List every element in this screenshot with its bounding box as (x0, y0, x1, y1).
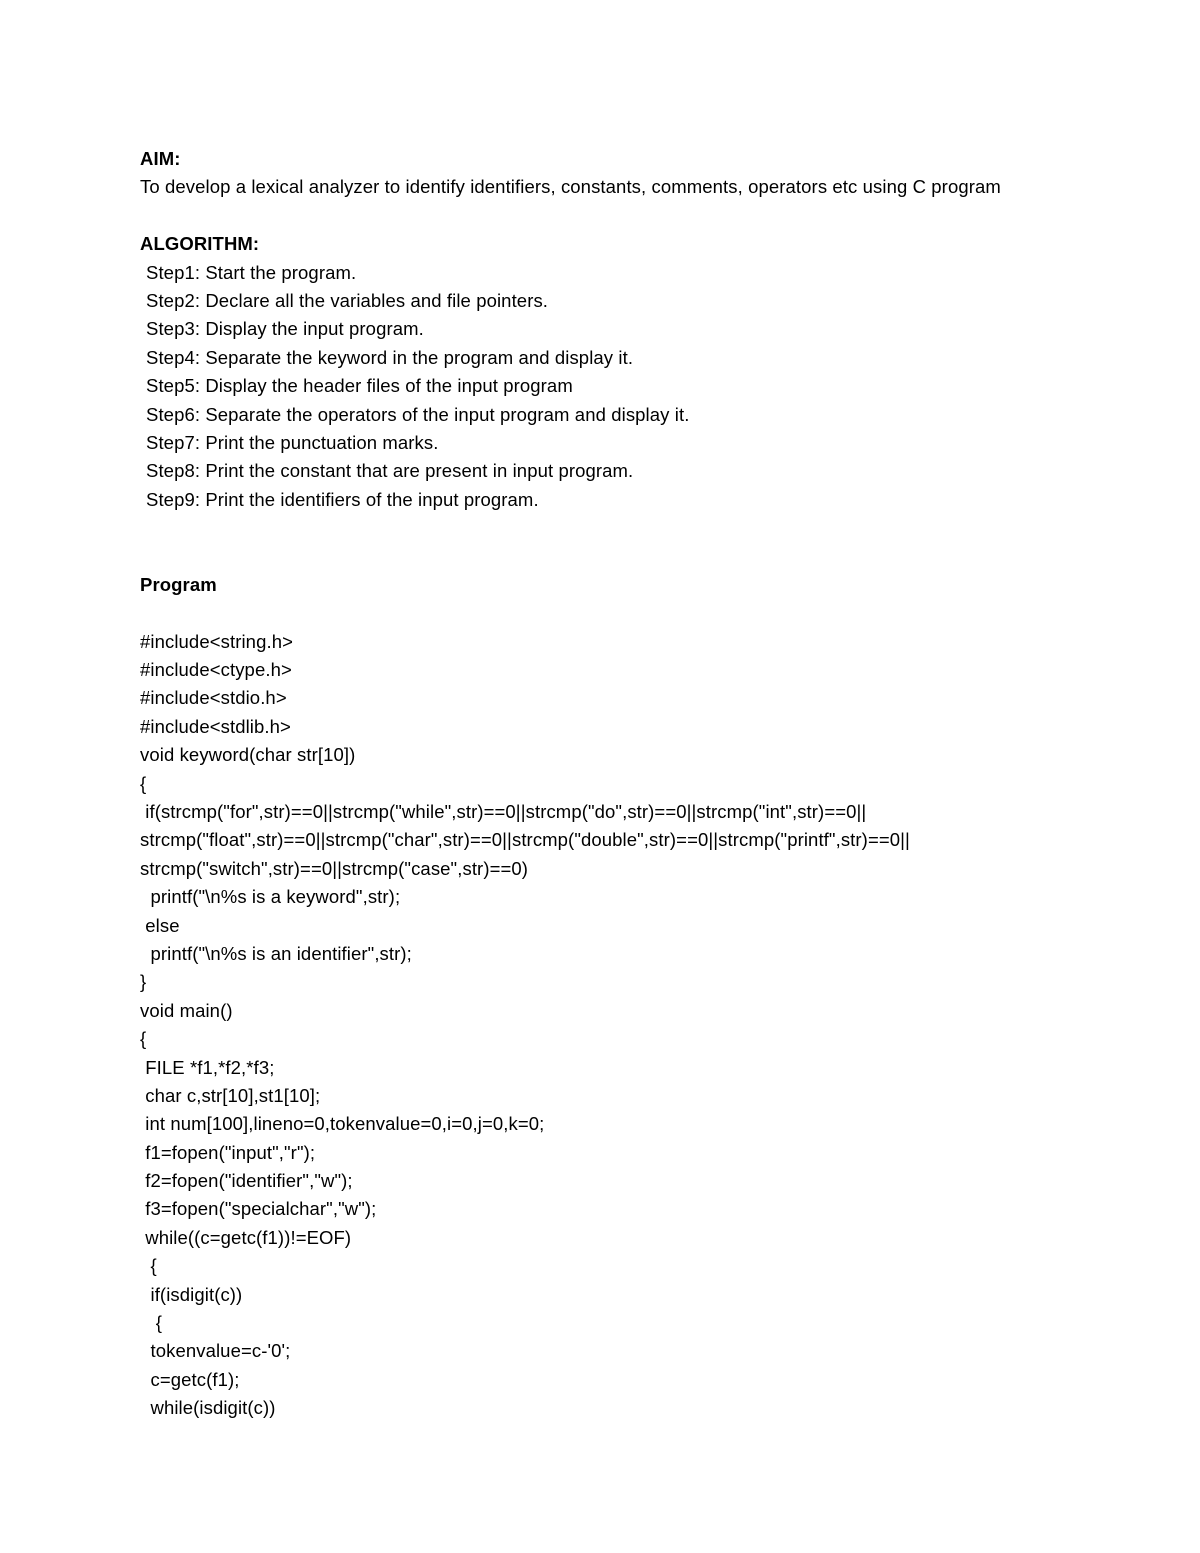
code-line: { (140, 1312, 162, 1334)
code-line: { (140, 772, 147, 794)
code-line: int num[100],lineno=0,tokenvalue=0,i=0,j=0,k=0; (140, 1113, 545, 1135)
algorithm-step: Step5: Display the header files of the input program (146, 375, 573, 397)
algorithm-step: Step4: Separate the keyword in the program and display it. (146, 346, 634, 368)
code-line: strcmp("switch",str)==0||strcmp("case",str)==0) (140, 857, 529, 879)
code-line: c=getc(f1); (140, 1368, 240, 1390)
aim-heading: AIM: (140, 148, 181, 169)
code-line: while(isdigit(c)) (140, 1397, 276, 1419)
code-line: while((c=getc(f1))!=EOF) (140, 1226, 352, 1248)
code-line: #include<stdlib.h> (140, 715, 291, 737)
algorithm-step: Step3: Display the input program. (146, 318, 424, 340)
algorithm-step: Step1: Start the program. (146, 261, 357, 283)
algorithm-step: Step2: Declare all the variables and file pointers. (146, 289, 549, 311)
code-line: printf("\n%s is an identifier",str); (140, 942, 412, 964)
aim-text: To develop a lexical analyzer to identify identifiers, constants, comments, operators etc using C program (140, 176, 1001, 198)
code-line: FILE *f1,*f2,*f3; (140, 1056, 275, 1078)
code-line: void keyword(char str[10]) (140, 744, 356, 766)
code-line: void main() (140, 999, 233, 1021)
section-spacer (140, 514, 1100, 571)
algorithm-step: Step9: Print the identifiers of the input program. (146, 488, 539, 510)
algorithm-heading: ALGORITHM: (140, 233, 260, 255)
program-code (140, 628, 1100, 1423)
code-line: if(isdigit(c)) (140, 1283, 243, 1305)
section-spacer (140, 599, 1100, 627)
section-spacer (140, 202, 1100, 230)
code-line: f3=fopen("specialchar","w"); (140, 1198, 377, 1220)
code-line: printf("\n%s is a keyword",str); (140, 886, 401, 908)
algorithm-step: Step6: Separate the operators of the input program and display it. (146, 403, 690, 425)
code-line: { (140, 1028, 147, 1050)
code-line: #include<string.h> (140, 630, 293, 652)
code-line: } (140, 971, 147, 993)
code-line: { (140, 1255, 157, 1277)
code-line: #include<ctype.h> (140, 659, 292, 681)
code-line: f2=fopen("identifier","w"); (140, 1170, 353, 1192)
code-line: char c,str[10],st1[10]; (140, 1084, 321, 1106)
program-heading: Program (140, 573, 217, 595)
code-line: tokenvalue=c-'0'; (140, 1340, 291, 1362)
code-line: strcmp("float",str)==0||strcmp("char",str)==0||strcmp("double",str)==0||strcmp("printf",str)==0|| (140, 829, 910, 851)
code-line: else (140, 914, 180, 936)
document-content (140, 145, 1100, 1423)
algorithm-step: Step8: Print the constant that are present in input program. (146, 460, 634, 482)
algorithm-step: Step7: Print the punctuation marks. (146, 431, 439, 453)
code-line: #include<stdio.h> (140, 687, 287, 709)
algorithm-steps (140, 259, 1100, 515)
code-line: if(strcmp("for",str)==0||strcmp("while",str)==0||strcmp("do",str)==0||strcmp("int",str)==0|| (140, 801, 867, 822)
code-line: f1=fopen("input","r"); (140, 1141, 316, 1163)
